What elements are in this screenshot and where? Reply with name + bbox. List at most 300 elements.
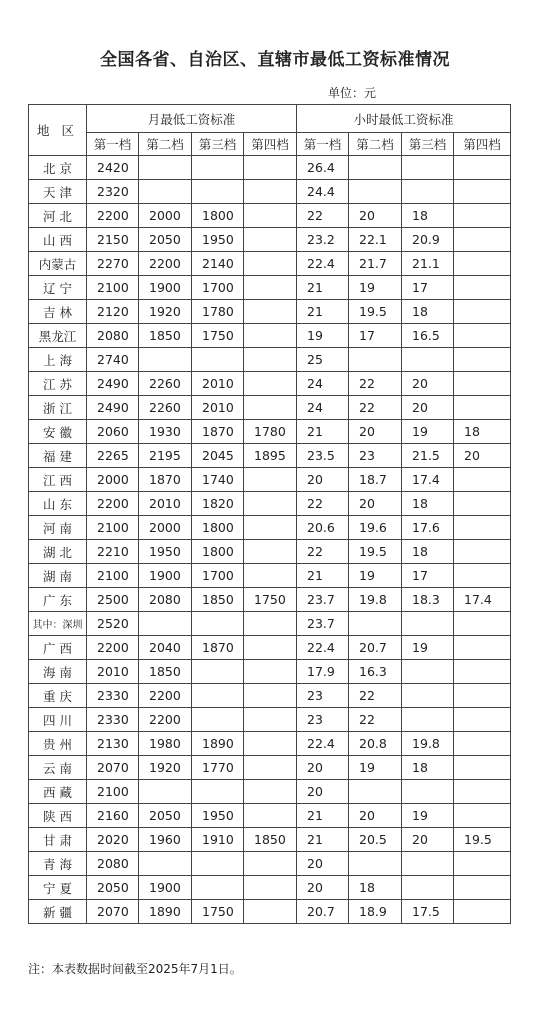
hourly-tier-3-cell: 20 [402,396,454,420]
hourly-tier-4-cell [454,804,511,828]
region-cell: 湖 北 [29,540,87,564]
monthly-tier-1-cell: 2500 [87,588,139,612]
monthly-tier-4-cell [244,900,297,924]
monthly-tier-4-cell [244,660,297,684]
monthly-tier-1-cell: 2490 [87,372,139,396]
region-cell: 辽 宁 [29,276,87,300]
monthly-tier-2-cell: 2000 [139,516,192,540]
region-cell: 湖 南 [29,564,87,588]
table-row [29,204,511,228]
hourly-tier-4-cell [454,708,511,732]
hourly-tier-2-cell [349,348,402,372]
monthly-tier-1-cell: 2100 [87,780,139,804]
hourly-tier-3-cell [402,180,454,204]
hourly-tier-4-cell [454,204,511,228]
hourly-tier-1-cell: 22.4 [297,252,349,276]
hourly-tier-1-cell: 22.4 [297,636,349,660]
monthly-tier-1-cell: 2050 [87,876,139,900]
hourly-tier-3-header: 第三档 [402,133,454,156]
monthly-tier-2-cell: 2050 [139,228,192,252]
table-row [29,420,511,444]
region-cell: 宁 夏 [29,876,87,900]
hourly-tier-3-cell [402,876,454,900]
header-tier-row [29,133,511,156]
hourly-tier-3-cell: 18 [402,300,454,324]
hourly-tier-1-header: 第一档 [297,133,349,156]
monthly-tier-1-header: 第一档 [87,133,139,156]
table-row [29,492,511,516]
hourly-tier-4-cell [454,660,511,684]
monthly-tier-3-cell [192,156,244,180]
region-cell: 海 南 [29,660,87,684]
monthly-tier-1-cell: 2010 [87,660,139,684]
table-row [29,732,511,756]
monthly-tier-2-cell: 2260 [139,396,192,420]
hourly-tier-3-cell: 17 [402,564,454,588]
hourly-tier-2-cell: 18 [349,876,402,900]
monthly-tier-3-cell: 1750 [192,900,244,924]
monthly-tier-2-cell [139,780,192,804]
hourly-tier-2-cell: 23 [349,444,402,468]
hourly-tier-1-cell: 21 [297,828,349,852]
monthly-tier-4-cell [244,228,297,252]
hourly-tier-4-cell [454,684,511,708]
hourly-tier-4-cell [454,252,511,276]
table-row [29,612,511,636]
region-cell: 福 建 [29,444,87,468]
footnote: 注：本表数据时间截至2025年7月1日。 [28,962,242,976]
monthly-tier-4-cell [244,612,297,636]
hourly-tier-4-cell [454,852,511,876]
region-header: 地 区 [29,105,87,156]
hourly-tier-1-cell: 21 [297,276,349,300]
hourly-tier-2-cell: 19 [349,276,402,300]
region-cell: 江 西 [29,468,87,492]
monthly-tier-2-cell: 1980 [139,732,192,756]
hourly-tier-2-cell: 19 [349,756,402,780]
monthly-tier-2-cell: 2040 [139,636,192,660]
monthly-tier-3-cell: 1800 [192,516,244,540]
table-row [29,828,511,852]
region-cell: 云 南 [29,756,87,780]
monthly-tier-4-cell [244,468,297,492]
monthly-tier-1-cell: 2100 [87,276,139,300]
monthly-tier-2-cell: 2080 [139,588,192,612]
hourly-tier-1-cell: 26.4 [297,156,349,180]
hourly-tier-2-cell: 20 [349,492,402,516]
region-cell: 青 海 [29,852,87,876]
hourly-tier-2-cell: 22 [349,684,402,708]
page-title: 全国各省、自治区、直辖市最低工资标准情况 [100,50,450,70]
monthly-tier-4-cell: 1895 [244,444,297,468]
monthly-tier-1-cell: 2420 [87,156,139,180]
hourly-tier-3-cell [402,708,454,732]
monthly-tier-2-cell [139,180,192,204]
monthly-tier-2-cell: 2200 [139,252,192,276]
hourly-tier-1-cell: 23.7 [297,612,349,636]
hourly-tier-2-cell: 19.5 [349,300,402,324]
monthly-tier-3-cell: 2140 [192,252,244,276]
monthly-tier-3-cell: 1850 [192,588,244,612]
monthly-tier-2-cell: 1950 [139,540,192,564]
hourly-tier-2-cell: 16.3 [349,660,402,684]
hourly-tier-2-cell [349,852,402,876]
hourly-tier-3-cell [402,780,454,804]
table-row [29,396,511,420]
monthly-tier-1-cell: 2265 [87,444,139,468]
monthly-tier-2-cell [139,612,192,636]
monthly-tier-4-cell [244,252,297,276]
hourly-tier-2-cell: 17 [349,324,402,348]
hourly-tier-1-cell: 23 [297,684,349,708]
hourly-tier-4-cell [454,276,511,300]
table-row [29,444,511,468]
hourly-tier-1-cell: 20 [297,756,349,780]
region-cell: 河 南 [29,516,87,540]
monthly-tier-3-cell: 2010 [192,396,244,420]
region-cell: 甘 肃 [29,828,87,852]
hourly-tier-1-cell: 22 [297,540,349,564]
monthly-tier-1-cell: 2200 [87,636,139,660]
hourly-tier-2-cell: 20 [349,420,402,444]
hourly-tier-2-cell: 19 [349,564,402,588]
monthly-tier-3-cell: 2010 [192,372,244,396]
monthly-tier-3-cell [192,876,244,900]
hourly-tier-2-cell: 19.6 [349,516,402,540]
monthly-tier-4-cell [244,540,297,564]
monthly-tier-1-cell: 2100 [87,516,139,540]
table-row [29,636,511,660]
monthly-tier-3-cell [192,180,244,204]
table-row [29,684,511,708]
hourly-tier-4-cell [454,396,511,420]
unit-label: 单位：元 [328,86,377,100]
table-row [29,180,511,204]
hourly-tier-1-cell: 20.7 [297,900,349,924]
hourly-tier-3-cell: 19 [402,804,454,828]
monthly-tier-3-cell [192,348,244,372]
wage-table-body [29,156,511,924]
monthly-tier-3-cell [192,684,244,708]
monthly-tier-3-cell: 1910 [192,828,244,852]
region-cell: 西 藏 [29,780,87,804]
hourly-tier-1-cell: 23.5 [297,444,349,468]
hourly-tier-4-cell [454,468,511,492]
hourly-tier-4-cell: 17.4 [454,588,511,612]
hourly-tier-3-cell [402,156,454,180]
hourly-tier-4-cell [454,324,511,348]
hourly-tier-3-cell: 19 [402,636,454,660]
hourly-tier-3-cell [402,612,454,636]
table-row [29,708,511,732]
hourly-tier-2-cell [349,180,402,204]
monthly-tier-1-cell: 2120 [87,300,139,324]
hourly-tier-1-cell: 20 [297,852,349,876]
table-row [29,876,511,900]
monthly-tier-3-cell [192,612,244,636]
hourly-tier-1-cell: 23.7 [297,588,349,612]
table-row [29,780,511,804]
hourly-tier-3-cell [402,852,454,876]
hourly-tier-2-cell: 20.5 [349,828,402,852]
monthly-tier-3-cell [192,852,244,876]
region-cell: 四 川 [29,708,87,732]
region-cell: 陕 西 [29,804,87,828]
hourly-tier-4-cell [454,156,511,180]
table-row [29,372,511,396]
monthly-tier-2-cell: 2200 [139,684,192,708]
region-cell: 山 西 [29,228,87,252]
table-row [29,540,511,564]
region-cell: 天 津 [29,180,87,204]
monthly-tier-2-cell: 1900 [139,564,192,588]
table-row [29,900,511,924]
monthly-tier-2-cell: 2000 [139,204,192,228]
hourly-tier-3-cell: 19 [402,420,454,444]
monthly-tier-4-cell [244,564,297,588]
hourly-tier-4-cell: 18 [454,420,511,444]
monthly-tier-4-cell [244,180,297,204]
monthly-tier-4-cell [244,348,297,372]
hourly-tier-1-cell: 23 [297,708,349,732]
monthly-tier-3-cell: 1870 [192,420,244,444]
monthly-tier-2-cell: 2010 [139,492,192,516]
hourly-tier-1-cell: 25 [297,348,349,372]
monthly-tier-1-cell: 2070 [87,900,139,924]
hourly-tier-3-cell: 20 [402,372,454,396]
monthly-tier-3-cell: 1950 [192,228,244,252]
hourly-tier-1-cell: 22 [297,492,349,516]
monthly-tier-4-header: 第四档 [244,133,297,156]
hourly-tier-3-cell: 18 [402,540,454,564]
wage-table [28,104,511,924]
hourly-tier-4-cell [454,564,511,588]
hourly-tier-2-cell: 20.7 [349,636,402,660]
table-row [29,300,511,324]
monthly-tier-3-cell: 1800 [192,540,244,564]
monthly-tier-1-cell: 2020 [87,828,139,852]
monthly-tier-4-cell [244,324,297,348]
region-cell: 重 庆 [29,684,87,708]
hourly-tier-1-cell: 21 [297,564,349,588]
monthly-tier-2-header: 第二档 [139,133,192,156]
region-cell: 安 徽 [29,420,87,444]
table-row [29,228,511,252]
region-cell: 黑龙江 [29,324,87,348]
monthly-tier-4-cell [244,804,297,828]
monthly-tier-2-cell: 1870 [139,468,192,492]
monthly-header: 月最低工资标准 [87,105,297,133]
hourly-tier-1-cell: 20 [297,876,349,900]
monthly-tier-2-cell: 1920 [139,756,192,780]
hourly-tier-4-cell: 20 [454,444,511,468]
hourly-tier-3-cell: 20.9 [402,228,454,252]
monthly-tier-1-cell: 2520 [87,612,139,636]
hourly-tier-2-cell: 22 [349,396,402,420]
monthly-tier-3-cell: 1820 [192,492,244,516]
monthly-tier-4-cell [244,852,297,876]
monthly-tier-4-cell [244,396,297,420]
hourly-tier-4-cell [454,780,511,804]
monthly-tier-3-cell [192,780,244,804]
hourly-tier-2-header: 第二档 [349,133,402,156]
table-row [29,804,511,828]
monthly-tier-1-cell: 2270 [87,252,139,276]
monthly-tier-1-cell: 2200 [87,492,139,516]
hourly-tier-4-cell [454,612,511,636]
monthly-tier-1-cell: 2210 [87,540,139,564]
hourly-tier-4-cell [454,516,511,540]
monthly-tier-2-cell [139,348,192,372]
hourly-tier-4-cell [454,348,511,372]
hourly-tier-3-cell [402,660,454,684]
hourly-tier-2-cell: 19.8 [349,588,402,612]
hourly-tier-2-cell: 18.9 [349,900,402,924]
monthly-tier-1-cell: 2330 [87,684,139,708]
monthly-tier-2-cell: 1900 [139,876,192,900]
region-cell: 上 海 [29,348,87,372]
hourly-tier-2-cell: 22 [349,708,402,732]
hourly-tier-3-cell: 16.5 [402,324,454,348]
monthly-tier-4-cell [244,204,297,228]
region-cell: 北 京 [29,156,87,180]
monthly-tier-2-cell [139,156,192,180]
monthly-tier-2-cell: 2200 [139,708,192,732]
table-row [29,756,511,780]
monthly-tier-2-cell: 1960 [139,828,192,852]
monthly-tier-3-cell: 2045 [192,444,244,468]
table-row [29,852,511,876]
region-cell: 山 东 [29,492,87,516]
hourly-tier-2-cell: 22 [349,372,402,396]
hourly-tier-4-cell [454,300,511,324]
monthly-tier-4-cell [244,684,297,708]
monthly-tier-4-cell [244,876,297,900]
hourly-tier-4-cell [454,492,511,516]
hourly-tier-3-cell: 19.8 [402,732,454,756]
monthly-tier-3-cell [192,660,244,684]
monthly-tier-3-cell: 1700 [192,276,244,300]
hourly-tier-3-cell: 18 [402,204,454,228]
hourly-tier-3-cell: 21.5 [402,444,454,468]
table-row [29,276,511,300]
table-row [29,516,511,540]
table-row [29,252,511,276]
region-cell: 广 东 [29,588,87,612]
monthly-tier-3-cell: 1750 [192,324,244,348]
monthly-tier-4-cell [244,372,297,396]
hourly-tier-3-cell: 17 [402,276,454,300]
hourly-tier-4-cell [454,636,511,660]
hourly-tier-3-cell: 18 [402,492,454,516]
monthly-tier-1-cell: 2150 [87,228,139,252]
hourly-tier-1-cell: 20.6 [297,516,349,540]
monthly-tier-1-cell: 2000 [87,468,139,492]
hourly-tier-2-cell [349,156,402,180]
hourly-tier-4-header: 第四档 [454,133,511,156]
monthly-tier-4-cell [244,708,297,732]
monthly-tier-4-cell: 1850 [244,828,297,852]
monthly-tier-1-cell: 2080 [87,852,139,876]
monthly-tier-1-cell: 2740 [87,348,139,372]
monthly-tier-4-cell [244,276,297,300]
hourly-tier-1-cell: 24 [297,396,349,420]
monthly-tier-2-cell: 2195 [139,444,192,468]
monthly-tier-2-cell [139,852,192,876]
hourly-tier-2-cell [349,612,402,636]
hourly-tier-3-cell: 17.6 [402,516,454,540]
hourly-tier-1-cell: 21 [297,300,349,324]
hourly-tier-1-cell: 24.4 [297,180,349,204]
monthly-tier-2-cell: 2050 [139,804,192,828]
monthly-tier-1-cell: 2100 [87,564,139,588]
monthly-tier-3-cell: 1950 [192,804,244,828]
monthly-tier-1-cell: 2200 [87,204,139,228]
table-row [29,468,511,492]
monthly-tier-4-cell [244,756,297,780]
monthly-tier-1-cell: 2080 [87,324,139,348]
monthly-tier-1-cell: 2130 [87,732,139,756]
hourly-tier-4-cell [454,900,511,924]
hourly-tier-3-cell [402,684,454,708]
monthly-tier-3-cell: 1700 [192,564,244,588]
table-row [29,564,511,588]
monthly-tier-1-cell: 2490 [87,396,139,420]
monthly-tier-1-cell: 2060 [87,420,139,444]
hourly-tier-1-cell: 22 [297,204,349,228]
hourly-tier-4-cell [454,372,511,396]
monthly-tier-4-cell [244,300,297,324]
hourly-tier-4-cell [454,180,511,204]
monthly-tier-1-cell: 2160 [87,804,139,828]
region-cell: 其中：深圳 [29,612,87,636]
table-row [29,588,511,612]
monthly-tier-3-cell: 1770 [192,756,244,780]
region-cell: 内蒙古 [29,252,87,276]
monthly-tier-3-header: 第三档 [192,133,244,156]
region-cell: 吉 林 [29,300,87,324]
monthly-tier-3-cell: 1740 [192,468,244,492]
hourly-tier-4-cell: 19.5 [454,828,511,852]
hourly-tier-2-cell: 22.1 [349,228,402,252]
hourly-tier-2-cell: 20 [349,804,402,828]
table-row [29,156,511,180]
hourly-tier-4-cell [454,876,511,900]
hourly-tier-3-cell: 20 [402,828,454,852]
hourly-tier-3-cell: 17.5 [402,900,454,924]
hourly-tier-1-cell: 21 [297,804,349,828]
monthly-tier-4-cell: 1750 [244,588,297,612]
hourly-tier-2-cell: 20 [349,204,402,228]
hourly-tier-3-cell: 18 [402,756,454,780]
monthly-tier-3-cell: 1800 [192,204,244,228]
monthly-tier-2-cell: 1850 [139,324,192,348]
hourly-tier-3-cell [402,348,454,372]
monthly-tier-1-cell: 2070 [87,756,139,780]
hourly-tier-4-cell [454,756,511,780]
header-group-row [29,105,511,133]
monthly-tier-4-cell [244,156,297,180]
hourly-tier-3-cell: 21.1 [402,252,454,276]
hourly-tier-2-cell: 20.8 [349,732,402,756]
monthly-tier-3-cell: 1780 [192,300,244,324]
hourly-tier-2-cell: 21.7 [349,252,402,276]
hourly-tier-1-cell: 20 [297,780,349,804]
monthly-tier-2-cell: 1930 [139,420,192,444]
monthly-tier-4-cell [244,516,297,540]
hourly-tier-4-cell [454,540,511,564]
table-row [29,324,511,348]
